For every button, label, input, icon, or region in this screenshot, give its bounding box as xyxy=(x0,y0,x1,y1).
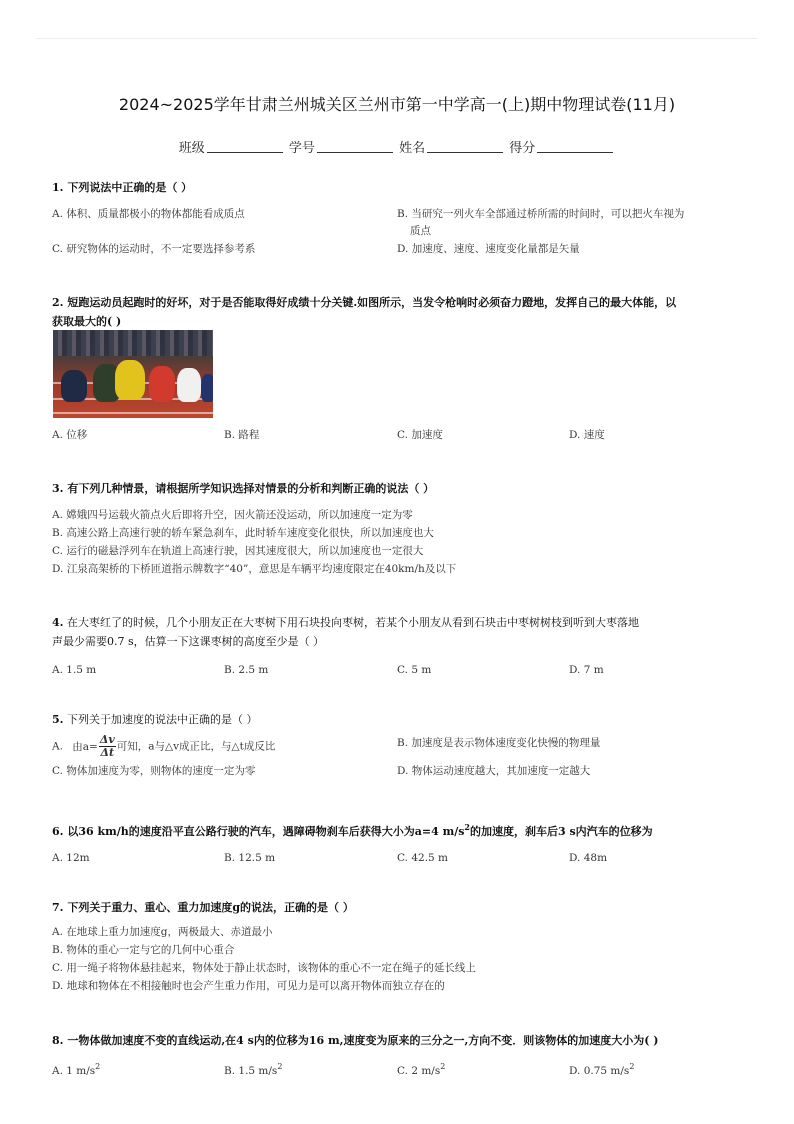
question-stem: 7. 下列关于重力、重心、重力加速度g的说法，正确的是（ ） xyxy=(52,901,354,914)
header-rule xyxy=(36,38,758,39)
option-c[interactable]: C. 加速度 xyxy=(397,429,443,441)
option-b[interactable]: B. 路程 xyxy=(224,429,260,441)
option-b[interactable]: B. 12.5 m xyxy=(224,852,276,864)
student-info-line xyxy=(0,137,794,156)
name-label: 姓名 xyxy=(399,141,426,156)
option-d[interactable]: D. 7 m xyxy=(569,664,604,676)
class-blank[interactable] xyxy=(207,140,283,153)
option-d[interactable]: D. 地球和物体在不相接触时也会产生重力作用，可见力是可以离开物体而独立存在的 xyxy=(52,980,445,992)
class-label: 班级 xyxy=(178,141,205,156)
option-c[interactable]: C. 42.5 m xyxy=(397,852,449,864)
option-d[interactable]: D. 江泉高架桥的下桥匝道指示牌数字“40”，意思是车辆平均速度限定在40km/h及以下 xyxy=(52,563,457,575)
option-c[interactable]: C. 5 m xyxy=(397,664,432,676)
question-stem: 4. 在大枣红了的时候，几个小朋友正在大枣树下用石块投向枣树，若某个小朋友从看到石块击中枣树树枝到听到大枣落地 声最少需要0.7 s，估算一下这课枣树的高度至少是（ ） xyxy=(52,616,639,648)
option-a[interactable]: A. 由a= $\frac{\Delta v}{\Delta t}$ 可知，a与△v成正比，与△t成反比 xyxy=(52,733,276,759)
option-a[interactable]: A. 体积、质量都极小的物体都能看成质点 xyxy=(52,208,245,220)
question-options xyxy=(52,923,744,995)
score-blank[interactable] xyxy=(537,140,613,153)
option-d[interactable]: D. 物体运动速度越大，其加速度一定越大 xyxy=(397,765,591,777)
delta-fraction: $\frac{\Delta v}{\Delta t}$ xyxy=(99,733,115,759)
question-5 xyxy=(52,710,744,788)
option-b[interactable]: B. 1.5 $m/s^2$ xyxy=(224,1062,283,1077)
question-stem: 6. 以36 km/h的速度沿平直公路行驶的汽车，遇障碍物刹车后获得大小为a=4 $m/s^2$的加速度，刹车后3 s内汽车的位移为 xyxy=(52,822,653,838)
option-d[interactable]: D. 加速度、速度、速度变化量都是矢量 xyxy=(397,243,580,255)
option-a[interactable]: A. 1.5 m xyxy=(52,664,97,676)
option-b[interactable]: B. 2.5 m xyxy=(224,664,269,676)
option-c[interactable]: C. 研究物体的运动时，不一定要选择参考系 xyxy=(52,243,256,255)
question-6 xyxy=(52,818,744,867)
option-b[interactable]: B. 物体的重心一定与它的几何中心重合 xyxy=(52,944,235,956)
question-stem: 1. 下列说法中正确的是（ ） xyxy=(52,181,193,194)
option-c[interactable]: C. 物体加速度为零，则物体的速度一定为零 xyxy=(52,765,256,777)
question-options xyxy=(52,506,744,578)
option-b[interactable]: B. 加速度是表示物体速度变化快慢的物理量 xyxy=(397,737,601,749)
question-4 xyxy=(52,613,744,679)
question-2 xyxy=(52,293,744,331)
option-d[interactable]: D. 48m xyxy=(569,852,608,864)
question-options xyxy=(52,205,744,259)
question-7 xyxy=(52,898,744,995)
score-label: 得分 xyxy=(509,141,536,156)
option-d[interactable]: D. 速度 xyxy=(569,429,605,441)
option-a[interactable]: A. 位移 xyxy=(52,429,88,441)
option-a[interactable]: A. 12m xyxy=(52,852,90,864)
option-c[interactable]: C. 用一绳子将物体悬挂起来，物体处于静止状态时，该物体的重心不一定在绳子的延长线上 xyxy=(52,962,476,974)
question-3 xyxy=(52,479,744,578)
page-title: 2024~2025学年甘肃兰州城关区兰州市第一中学高一(上)期中物理试卷(11月) xyxy=(118,95,676,114)
option-b[interactable]: B. 高速公路上高速行驶的轿车紧急刹车，此时轿车速度变化很快，所以加速度也大 xyxy=(52,527,434,539)
question-stem: 5. 下列关于加速度的说法中正确的是（ ） xyxy=(52,713,258,726)
option-c[interactable]: C. 2 $m/s^2$ xyxy=(397,1062,446,1077)
sprinters-start-photo xyxy=(53,330,213,418)
id-blank[interactable] xyxy=(317,140,393,153)
name-blank[interactable] xyxy=(427,140,503,153)
question-8 xyxy=(52,1031,744,1076)
option-a[interactable]: A. 嫦娥四号运载火箭点火后即将升空，因火箭还没运动，所以加速度一定为零 xyxy=(52,509,413,521)
option-b-continued: 质点 xyxy=(410,225,431,237)
option-c[interactable]: C. 运行的磁悬浮列车在轨道上高速行驶，因其速度很大，所以加速度也一定很大 xyxy=(52,545,424,557)
option-d[interactable]: D. 0.75 $m/s^2$ xyxy=(569,1062,635,1077)
question-options xyxy=(52,849,744,867)
question-stem: 8. 一物体做加速度不变的直线运动,在4 s内的位移为16 m,速度变为原来的三分之一,方向不变．则该物体的加速度大小为( ) xyxy=(52,1034,659,1047)
id-label: 学号 xyxy=(288,141,315,156)
question-stem: 3. 有下列几种情景，请根据所学知识选择对情景的分析和判断正确的说法（ ） xyxy=(52,482,435,495)
question-stem: 2. 短跑运动员起跑时的好坏，对于是否能取得好成绩十分关键.如图所示，当发令枪响时必须奋力蹬地，发挥自己的最大体能，以 获取最大的( ) xyxy=(52,296,677,328)
question-options xyxy=(52,661,744,679)
question-options xyxy=(52,1058,744,1076)
option-a[interactable]: A. 1 $m/s^2$ xyxy=(52,1062,101,1077)
option-a[interactable]: A. 在地球上重力加速度g，两极最大、赤道最小 xyxy=(52,926,273,938)
option-b[interactable]: B. 当研究一列火车全部通过桥所需的时间时，可以把火车视为 xyxy=(397,208,685,220)
question-2-options xyxy=(52,426,744,444)
question-options xyxy=(52,734,744,788)
question-1 xyxy=(52,178,744,259)
